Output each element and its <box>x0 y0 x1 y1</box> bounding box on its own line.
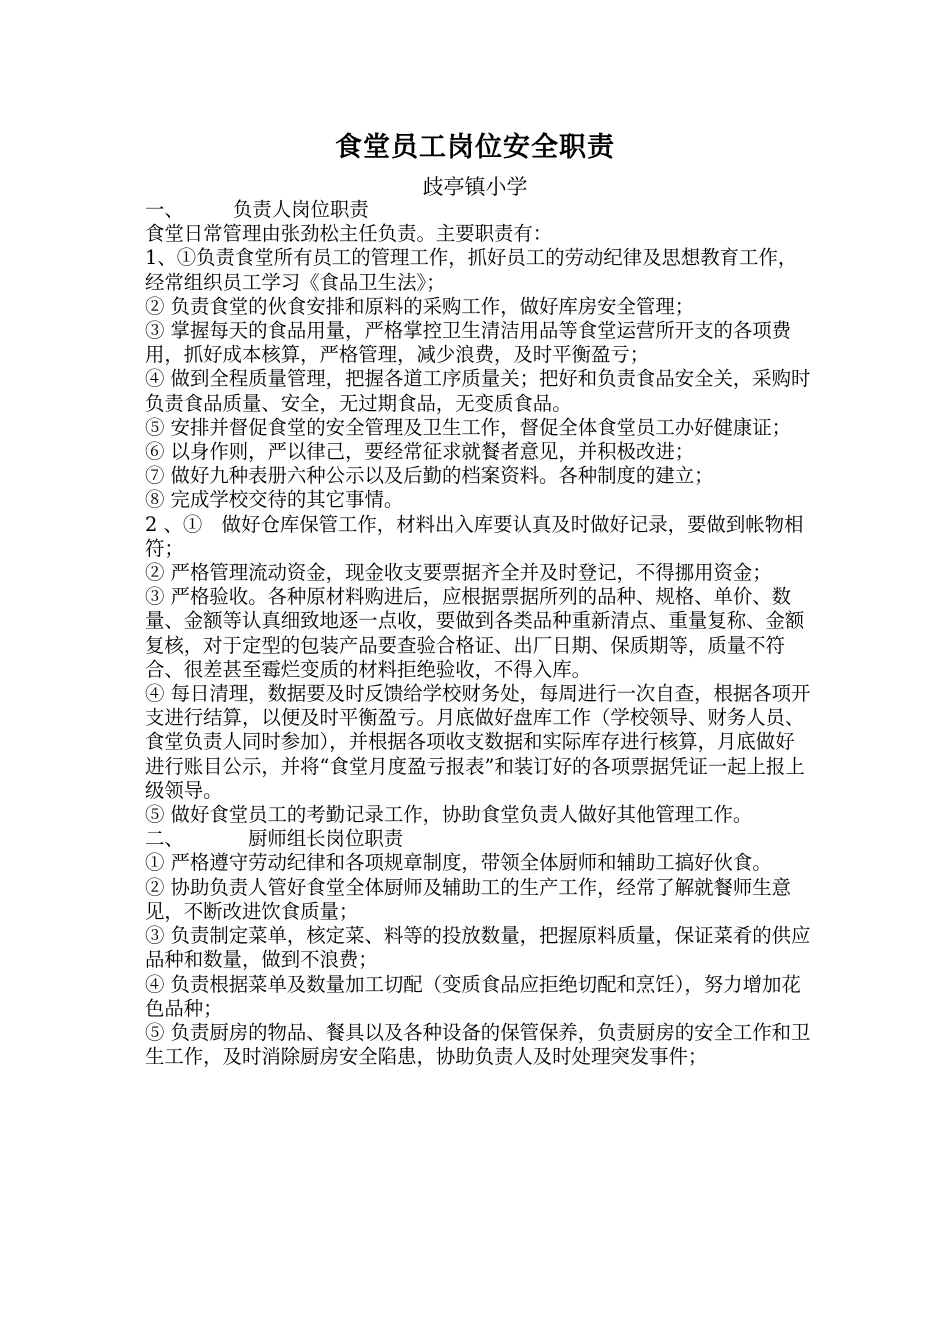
section-heading <box>145 198 813 222</box>
paragraph: ③ 掌握每天的食品用量，严格掌控卫生清洁用品等食堂运营所开支的各项费用，抓好成本核算，严格管理，减少浪费，及时平衡盈亏； <box>145 319 792 367</box>
paragraph: ① 严格遵守劳动纪律和各项规章制度，带领全体厨师和辅助工搞好伙食。 <box>145 851 772 875</box>
paragraph: 2 、① 做好仓库保管工作，材料出入库要认真及时做好记录，要做到帐物相符； <box>145 512 804 560</box>
document-subtitle: 歧亭镇小学 <box>422 175 528 199</box>
paragraph: ⑤ 做好食堂员工的考勤记录工作，协助食堂负责人做好其他管理工作。 <box>145 803 753 827</box>
paragraph: ⑦ 做好九种表册六种公示以及后勤的档案资料。各种制度的建立； <box>145 464 714 488</box>
paragraph: ⑤ 负责厨房的物品、餐具以及各种设备的保管保养，负责厨房的安全工作和卫生工作，及时消除厨房安全陷患，协助负责人及时处理突发事件； <box>145 1020 811 1069</box>
paragraph: ④ 负责根据菜单及数量加工切配（变质食品应拒绝切配和烹饪），努力增加花色品种； <box>145 972 801 1020</box>
paragraph: ② 负责食堂的伙食安排和原料的采购工作，做好库房安全管理； <box>145 294 695 318</box>
document-title: 食堂员工岗位安全职责 <box>335 132 615 163</box>
paragraph: ② 严格管理流动资金，现金收支要票据齐全并及时登记，不得挪用资金； <box>145 561 772 585</box>
paragraph: ④ 做到全程质量管理，把握各道工序质量关；把好和负责食品安全关，采购时负责食品质量、安全，无过期食品，无变质食品。 <box>145 367 811 415</box>
section-number: 二、 <box>145 827 184 851</box>
paragraph: ⑧ 完成学校交待的其它事情。 <box>145 488 404 512</box>
paragraph: ⑥ 以身作则，严以律己，要经常征求就餐者意见，并积极改进； <box>145 440 695 464</box>
paragraph: ③ 严格验收。各种原材料购进后，应根据票据所列的品种、规格、单价、数量、金额等认真细致地逐一点收，要做到各类品种重新清点、重量复称、金额复核，对于定型的包装产品要查验合格证、出厂日期、保质期等，质量不符合、很差甚至霉烂变质的材料拒绝验收，不得入库。 <box>145 585 805 681</box>
section-title: 负责人岗位职责 <box>233 198 369 221</box>
section-title: 厨师组长岗位职责 <box>248 827 404 851</box>
paragraph: ④ 每日清理，数据要及时反馈给学校财务处，每周进行一次自查，根据各项开支进行结算，以便及时平衡盈亏。月底做好盘库工作（学校领导、财务人员、食堂负责人同时参加），并根据各项收支数据和实际库存进行核算，月底做好进行账目公示，并将“食堂月度盈亏报表”和装订好的各项票据凭证一起上报上级领导。 <box>145 682 811 802</box>
section-number: 一、 <box>145 198 184 221</box>
paragraph: ⑤ 安排并督促食堂的安全管理及卫生工作，督促全体食堂员工办好健康证； <box>145 415 792 439</box>
paragraph: ③ 负责制定菜单，核定菜、料等的投放数量，把握原料质量，保证菜肴的供应品种和数量，做到不浪费； <box>145 924 811 972</box>
section-heading <box>145 827 813 851</box>
paragraph: 1、①负责食堂所有员工的管理工作，抓好员工的劳动纪律及思想教育工作，经常组织员工学习《食品卫生法》； <box>145 246 798 294</box>
paragraph: 食堂日常管理由张劲松主任负责。主要职责有： <box>145 222 553 246</box>
document-body <box>145 198 813 1069</box>
paragraph: ② 协助负责人管好食堂全体厨师及辅助工的生产工作，经常了解就餐师生意见，不断改进饮食质量； <box>145 875 792 923</box>
